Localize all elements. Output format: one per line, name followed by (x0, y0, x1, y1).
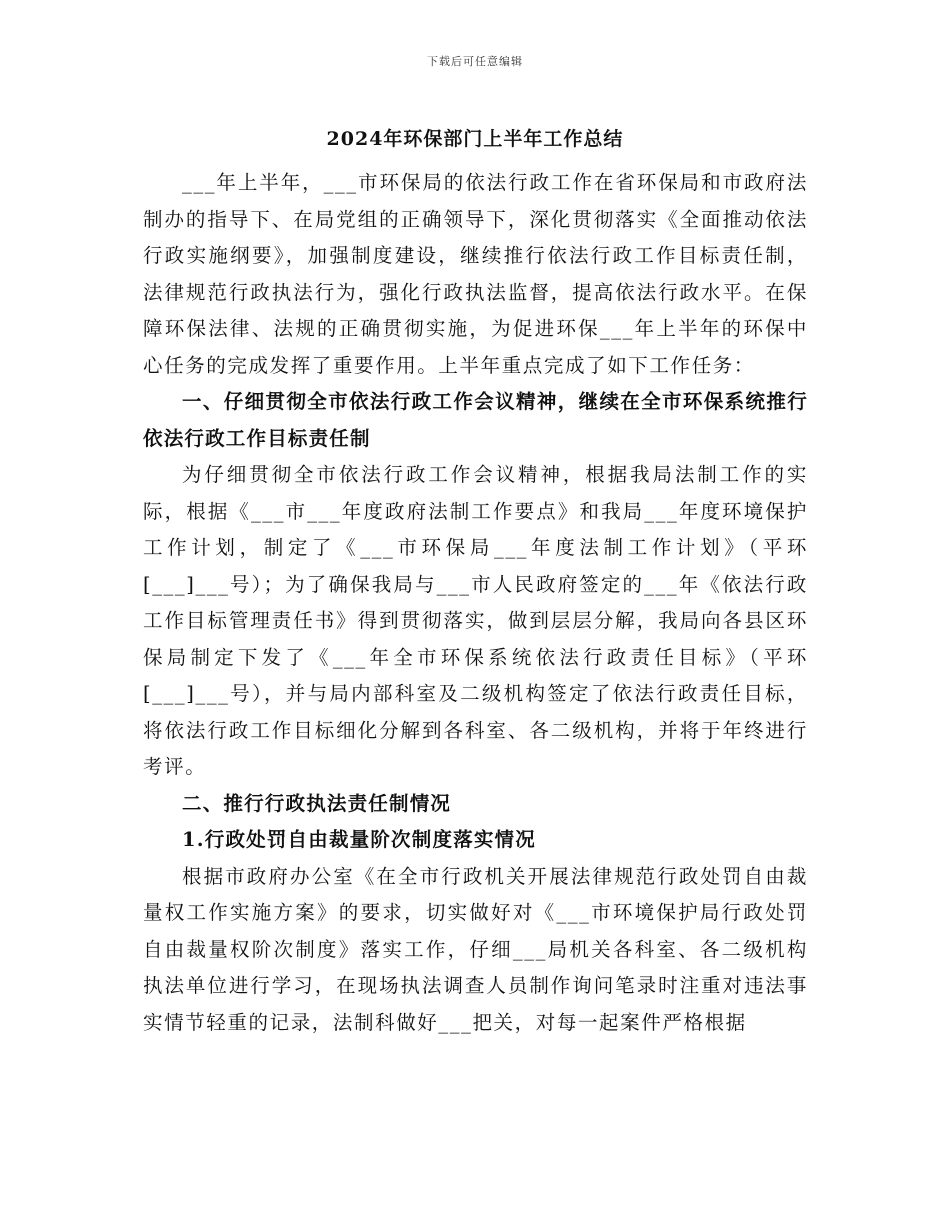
document-body (143, 165, 808, 1041)
document-title: 2024年环保部门上半年工作总结 (326, 128, 624, 150)
section-1-heading: 一、仔细贯彻全市依法行政工作会议精神，继续在全市环保系统推行依法行政工作目标责任制 (143, 390, 808, 450)
section-2-subheading-1: 1.行政处罚自由裁量阶次制度落实情况 (182, 828, 536, 851)
page-header: 下载后可任意编辑 (427, 55, 523, 68)
section-2-sub-1-paragraph: 根据市政府办公室《在全市行政机关开展法律规范行政处罚自由裁量权工作实施方案》的要求，切实做好对《___市环境保护局行政处罚自由裁量权阶次制度》落实工作，仔细___局机关各科室、各二级机构执法单位进行学习，在现场执法调查人员制作询问笔录时注重对违法事实情节轻重的记录，法制科做好___把关，对每一起案件严格根据 (143, 864, 808, 1034)
section-1-paragraph: 为仔细贯彻全市依法行政工作会议精神，根据我局法制工作的实际，根据《___市___年度政府法制工作要点》和我局___年度环境保护工作计划，制定了《___市环保局___年度法制工作计划》（平环[___]___号）；为了确保我局与___市人民政府签定的___年《依法行政工作目标管理责任书》得到贯彻落实，做到层层分解，我局向各县区环保局制定下发了《___年全市环保系统依法行政责任目标》（平环[___]___号），并与局内部科室及二级机构签定了依法行政责任目标，将依法行政工作目标细化分解到各科室、各二级机构，并将于年终进行考评。 (143, 463, 808, 778)
section-2-heading: 二、推行行政执法责任制情况 (182, 791, 452, 815)
intro-paragraph: ___年上半年，___市环保局的依法行政工作在省环保局和市政府法制办的指导下、在局党组的正确领导下，深化贯彻落实《全面推动依法行政实施纲要》，加强制度建设，继续推行依法行政工作目标责任制，法律规范行政执法行为，强化行政执法监督，提高依法行政水平。在保障环保法律、法规的正确贯彻实施，为促进环保___年上半年的环保中心任务的完成发挥了重要作用。上半年重点完成了如下工作任务： (143, 171, 808, 377)
